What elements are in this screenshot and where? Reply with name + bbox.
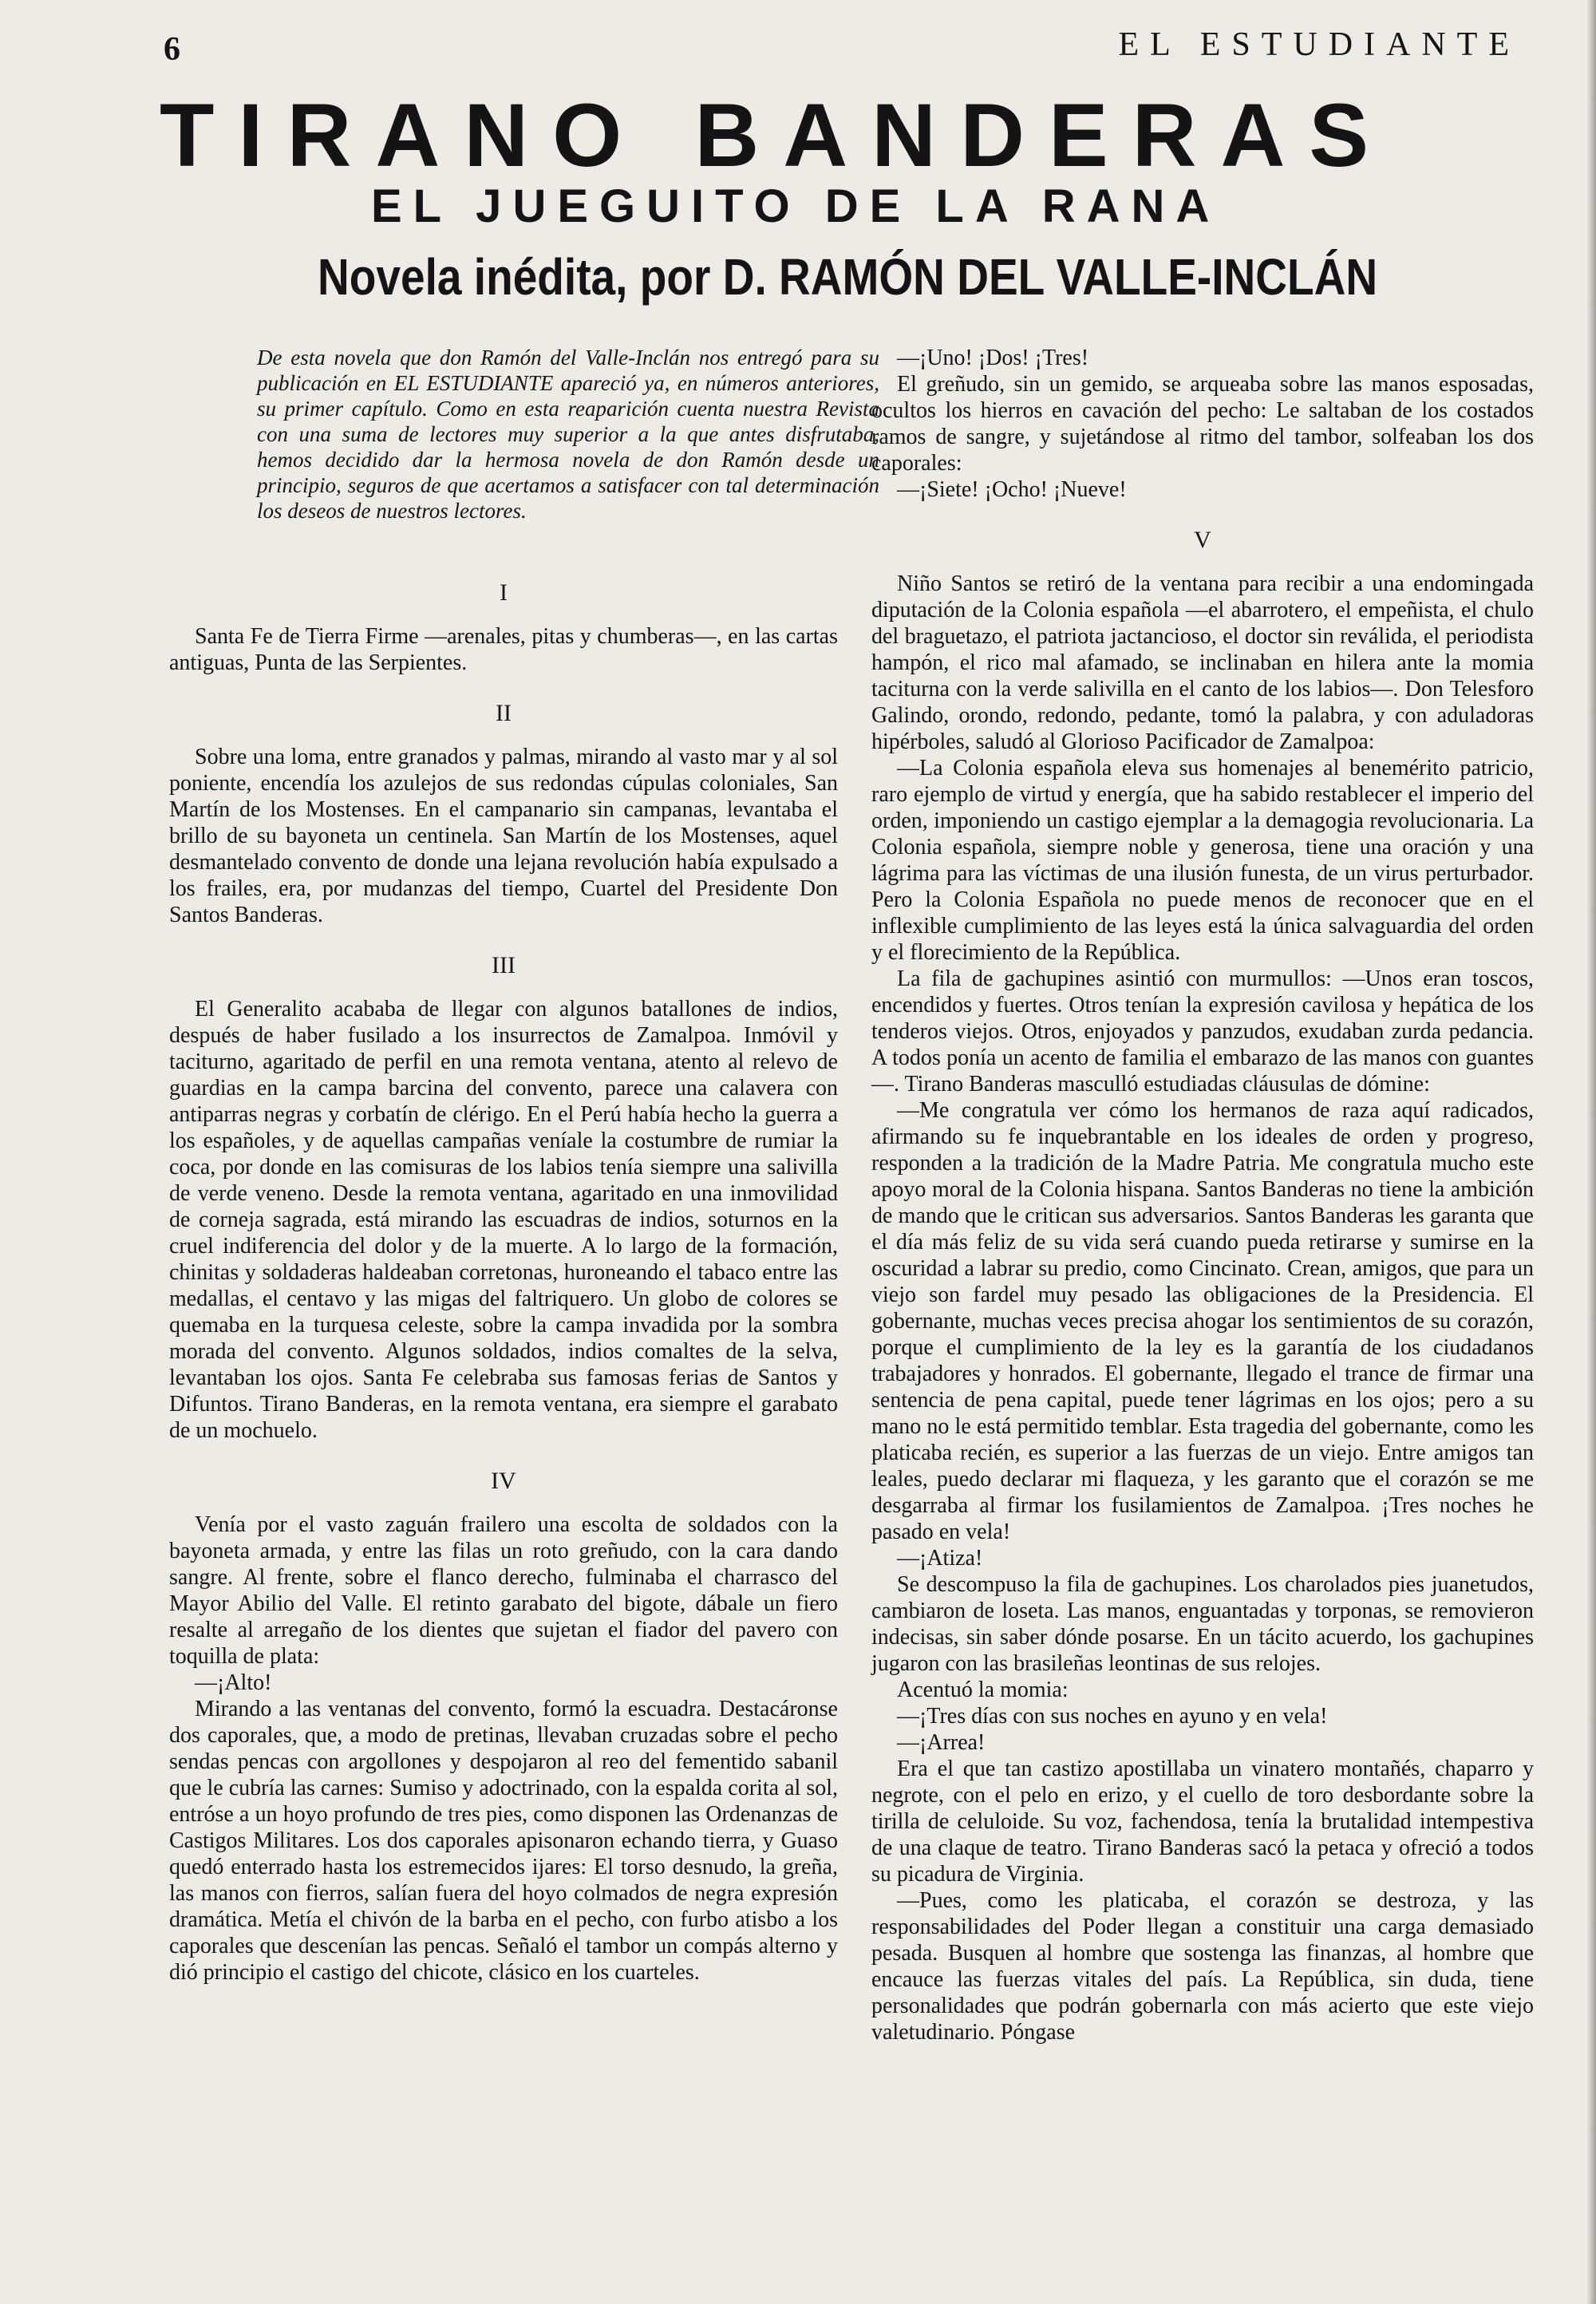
paragraph: El greñudo, sin un gemido, se arqueaba sobre las manos esposadas, ocultos los hierros en cavación del pecho: Le saltaban de los costados ramos de sangre, y sujetándose al ritmo del tambor, solfeaban los dos caporales: <box>871 372 1534 476</box>
paragraph: El Generalito acababa de llegar con algunos batallones de indios, después de haber fusilado a los insurrectos de Zamalpoa. Inmóvil y taciturno, agaritado de perfil en una remota ventana, atento al relevo de guardias en la campa barcina del convento, parece una calavera con antiparras negras y corbatín de clérigo. En el Perú había hecho la guerra a los españoles, y de aquellas campañas veníale la costumbre de rumiar la coca, por donde en las comisuras de los labios tenía siempre una salivilla de verde veneno. Desde la remota ventana, agaritado en una inmovilidad de corneja sagrada, está mirando las escuadras de indios, soturnos en la cruel indiferencia del dolor y de la muerte. A lo largo de la formación, chinitas y soldaderas haldeaban corretonas, huroneando el tabaco entre las medallas, el centavo y las migas del faltriquero. Un globo de colores se quemaba en la turquesa celeste, sobre la campa invadida por la sombra morada del convento. Algunos soldados, indios comaltes de la selva, levantaban los ojos. Santa Fe celebraba sus famosas ferias de Santos y Difuntos. Tirano Banderas, en la remota ventana, era siempre el garabato de un mochuelo. <box>169 997 838 1443</box>
paragraph: —La Colonia española eleva sus homenajes al benemérito patricio, raro ejemplo de virtud y energía, que ha sabido restablecer el imperio del orden, imponiendo un castigo ejemplar a la demagogia revolucionaria. La Colonia española, siempre noble y generosa, tiene una oración y una lágrima para las víctimas de una ilusión funesta, de un virus perturbador. Pero la Colonia Española no puede menos de reconocer que en el inflexible cumplimiento de las leyes está la única salvaguardia del orden y el florecimiento de la República. <box>871 756 1534 965</box>
paragraph: Acentuó la momia: <box>897 1678 1069 1702</box>
section-heading: III <box>492 952 516 978</box>
section-heading: V <box>1194 527 1211 553</box>
page-edge-shadow <box>1586 0 1596 2304</box>
paragraph: Era el que tan castizo apostillaba un vinatero montañés, chaparro y negrote, con el pelo en erizo, y el cuello de toro desbordante sobre la tirilla de celuloide. Su voz, fachendosa, tenía la brutalidad intempestiva de una claque de teatro. Tirano Banderas sacó la petaca y ofreció a todos su picadura de Virginia. <box>871 1757 1534 1887</box>
paragraph: Santa Fe de Tierra Firme —arenales, pitas y chumberas—, en las cartas antiguas, Punta de las Serpientes. <box>169 624 838 675</box>
paragraph: Venía por el vasto zaguán frailero una escolta de soldados con la bayoneta armada, y entre las filas un roto greñudo, con la cara dando sangre. Al frente, sobre el flanco derecho, fulminaba el charrasco del Mayor Abilio del Valle. El retinto garabato del bigote, dábale un fiero resalte al arregaño de los dientes que sujetan el fiador del pavero con toquilla de plata: <box>169 1512 838 1669</box>
paragraph: Mirando a las ventanas del convento, formó la escuadra. Destacáronse dos caporales, que, a modo de pretinas, llevaban cruzadas sobre el pecho sendas pencas con argollones y despojaron al reo del fementido sabanil que le cubría las carnes: Sumiso y adoctrinado, con la espalda corita al sol, entróse a un hoyo profundo de tres pies, como disponen las Ordenanzas de Castigos Militares. Los dos caporales apisonaron echando tierra, y Guaso quedó enterrado hasta los estremecidos ijares: El torso desnudo, la greña, las manos con fierros, salían fuera del hoyo colmados de negra expresión dramática. Metía el chivón de la barba en el pecho, con furbo atisbo a los caporales que descenían las pencas. Señaló el tambor un compás alterno y dió principio el castigo del chicote, clásico en los cuarteles. <box>169 1697 838 1985</box>
left-column <box>169 345 879 1986</box>
editorial-intro: De esta novela que don Ramón del Valle-Inclán nos entregó para su publicación en EL ESTUDIANTE apareció ya, en números anteriores, su primer capítulo. Como en esta reaparición cuenta nuestra Revista con una suma de lectores muy superior a la que antes disfrutaba, hemos decidido dar la hermosa novela de don Ramón desde un principio, seguros de que acertamos a satisfacer con tal determinación los deseos de nuestros lectores. <box>257 346 879 523</box>
page-number: 6 <box>164 31 180 68</box>
paragraph: Se descompuso la fila de gachupines. Los charolados pies juanetudos, cambiaron de loseta. Las manos, enguantadas y torponas, se removieron indecisas, sin saber dónde posarse. En un tácito acuerdo, los gachupines jugaron con las brasileñas leontinas de sus relojes. <box>871 1572 1534 1676</box>
dialogue-line: —¡Atiza! <box>897 1546 983 1571</box>
dialogue-line: —¡Alto! <box>195 1670 272 1695</box>
section-heading: IV <box>491 1468 516 1494</box>
paragraph: —Pues, como les platicaba, el corazón se destroza, y las responsabilidades del Poder llegan a constituir una carga demasiado pesada. Busquen al hombre que sostenga las finanzas, al hombre que encauce las fuerzas vitales del país. La República, sin duda, tiene personalidades que podrán gobernarla con más acierto que este viejo valetudinario. Póngase <box>871 1888 1534 2045</box>
paragraph: Sobre una loma, entre granados y palmas, mirando al vasto mar y al sol poniente, encendía los azulejos de sus redondas cúpulas coloniales, San Martín de los Mostenses. En el campanario sin campanas, levantaba el brillo de su bayoneta un centinela. San Martín de los Mostenses, aquel desmantelado convento de donde una lejana revolución había expulsado a los frailes, era, por mudanzas del tiempo, Cuartel del Presidente Don Santos Banderas. <box>169 745 838 927</box>
dialogue-line: —¡Uno! ¡Dos! ¡Tres! <box>897 346 1089 370</box>
paragraph: —Me congratula ver cómo los hermanos de raza aquí radicados, afirmando su fe inquebrantable en los ideales de orden y progreso, responden a la tradición de la Madre Patria. Me congratula mucho este apoyo moral de la Colonia hispana. Santos Banderas no tiene la ambición de mando que le critican sus adversarios. Santos Banderas les garanta que el día más feliz de su vida será cuando pueda retirarse y sumirse en la oscuridad a labrar su predio, como Cincinato. Crean, amigos, que para un viejo son fardel muy pesado las obligaciones de la Presidencia. El gobernante, muchas veces precisa ahogar los sentimientos de su corazón, porque el cumplimiento de la ley es la garantía de los ciudadanos trabajadores y honrados. El gobernante, llegado el trance de firmar una sentencia de pena capital, puede tener lágrimas en los ojos; pero a su mano no le está permitido temblar. Esta tragedia del gobernante, como les platicaba recién, es superior a las fuerzas de un viejo. Entre amigos tan leales, puedo declarar mi flaqueza, y les garanto que el corazón se me desgarraba al firmar los fusilamientos de Zamalpoa. ¡Tres noches he pasado en vela! <box>871 1098 1534 1544</box>
article-title: TIRANO BANDERAS <box>160 85 1393 185</box>
article-subtitle: EL JUEGUITO DE LA RANA <box>371 180 1221 232</box>
paragraph: Niño Santos se retiró de la ventana para recibir a una endomingada diputación de la Colonia española —el abarrotero, el empeñista, el chulo del braguetazo, el patriota jactancioso, el doctor sin reválida, el periodista hampón, el rico mal afamado, se inclinaban en hilera ante la momia taciturna con la verde salivilla en el canto de los labios—. Don Telesforo Galindo, orondo, redondo, pedante, tomó la palabra, y con aduladoras hipérboles, saludó al Glorioso Pacificador de Zamalpoa: <box>871 571 1534 754</box>
section-heading: I <box>500 579 508 606</box>
paragraph: La fila de gachupines asintió con murmullos: —Unos eran toscos, encendidos y fuertes. Otros tenían la expresión cavilosa y hepática de los tenderos viejos. Otros, enjoyados y panzudos, exudaban zurda pedancia. A todos ponía un acento de familia el embarazo de las manos con guantes—. Tirano Banderas masculló estudiadas cláusulas de dómine: <box>871 966 1534 1097</box>
running-head: EL ESTUDIANTE <box>1118 26 1520 63</box>
right-column <box>871 345 1534 2045</box>
dialogue-line: —¡Arrea! <box>897 1730 986 1755</box>
article-byline: Novela inédita, por D. RAMÓN DEL VALLE-INCLÁN <box>318 248 1378 306</box>
dialogue-line: —¡Tres días con sus noches en ayuno y en vela! <box>897 1704 1328 1729</box>
dialogue-line: —¡Siete! ¡Ocho! ¡Nueve! <box>897 477 1127 502</box>
section-heading: II <box>496 700 512 726</box>
